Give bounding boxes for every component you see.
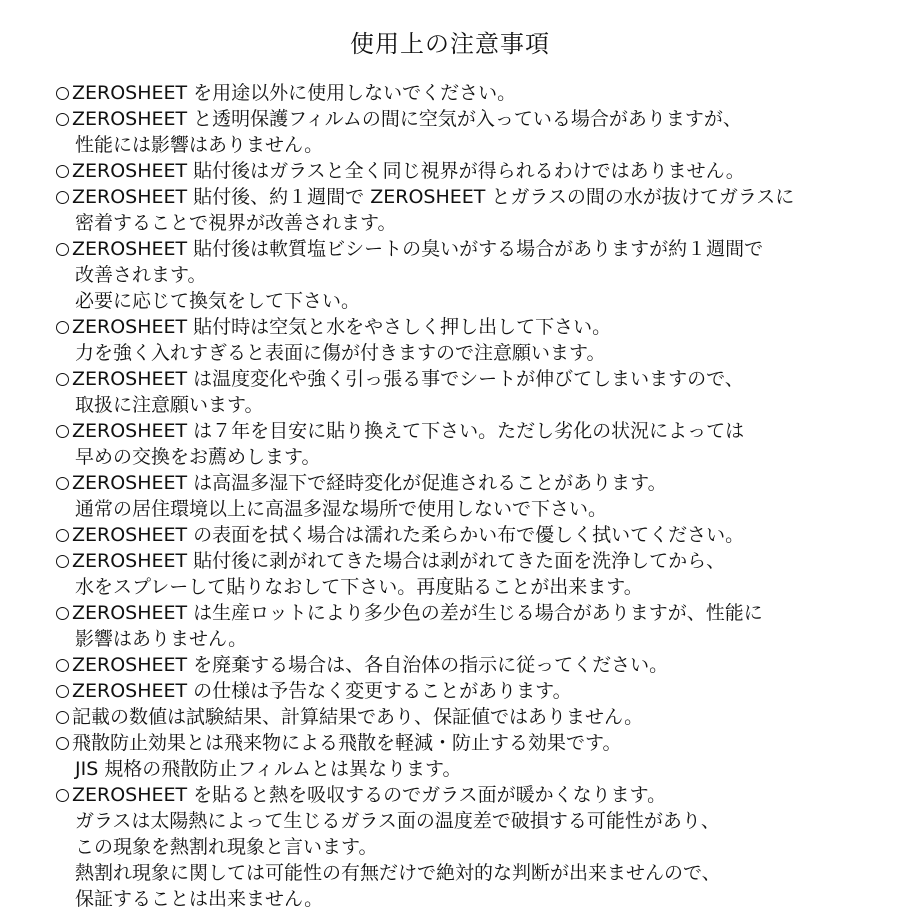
notice-continuation-line: 密着することで視界が改善されます。 xyxy=(75,212,397,234)
notice-item xyxy=(56,548,886,600)
notice-first-line xyxy=(56,548,886,574)
notice-item xyxy=(56,314,886,366)
circle-bullet-icon xyxy=(56,373,69,386)
notice-text: ZEROSHEET は温度変化や強く引っ張る事でシートが伸びてしまいますので、 xyxy=(72,368,744,390)
notice-continuation-line: 取扱に注意願います。 xyxy=(75,394,264,416)
notice-continuation-line: 水をスプレーして貼りなおして下さい。再度貼ることが出来ます。 xyxy=(75,576,643,598)
notice-text: 記載の数値は試験結果、計算結果であり、保証値ではありません。 xyxy=(72,706,644,728)
notice-first-line xyxy=(56,522,886,548)
notice-text: ZEROSHEET は生産ロットにより多少色の差が生じる場合がありますが、性能に xyxy=(72,602,763,624)
notice-first-line xyxy=(56,704,886,730)
notice-item xyxy=(56,158,886,184)
notice-item xyxy=(56,184,886,236)
notice-first-line xyxy=(56,236,886,262)
notice-text: ZEROSHEET を用途以外に使用しないでください。 xyxy=(72,82,517,104)
circle-bullet-icon xyxy=(56,243,69,256)
circle-bullet-icon xyxy=(56,477,69,490)
notice-continuation-line: 熱割れ現象に関しては可能性の有無だけで絶対的な判断が出来ませんので、 xyxy=(75,862,721,884)
notice-first-line xyxy=(56,418,886,444)
notice-item xyxy=(56,730,886,782)
notice-item xyxy=(56,80,886,106)
notice-text: ZEROSHEET 貼付後、約１週間で ZEROSHEET とガラスの間の水が抜けてガラスに xyxy=(72,186,795,208)
notice-first-line xyxy=(56,106,886,132)
notice-first-line xyxy=(56,80,886,106)
circle-bullet-icon xyxy=(56,659,69,672)
circle-bullet-icon xyxy=(56,607,69,620)
notice-first-line xyxy=(56,730,886,756)
notice-text: ZEROSHEET は高温多湿下で経時変化が促進されることがあります。 xyxy=(72,472,667,494)
notice-continuation-line: 早めの交換をお薦めします。 xyxy=(75,446,321,468)
notice-text: ZEROSHEET 貼付時は空気と水をやさしく押し出して下さい。 xyxy=(72,316,612,338)
notice-item xyxy=(56,106,886,158)
notice-text: ZEROSHEET を廃棄する場合は、各自治体の指示に従ってください。 xyxy=(72,654,669,676)
circle-bullet-icon xyxy=(56,321,69,334)
circle-bullet-icon xyxy=(56,165,69,178)
notice-continuation-line: 通常の居住環境以上に高温多湿な場所で使用しないで下さい。 xyxy=(75,498,608,520)
notice-text: ZEROSHEET の仕様は予告なく変更することがあります。 xyxy=(72,680,572,702)
notice-text: ZEROSHEET 貼付後はガラスと全く同じ視界が得られるわけではありません。 xyxy=(72,160,745,182)
notice-item xyxy=(56,678,886,704)
notice-text: 飛散防止効果とは飛来物による飛散を軽減・防止する効果です。 xyxy=(72,732,622,754)
circle-bullet-icon xyxy=(56,529,69,542)
circle-bullet-icon xyxy=(56,711,69,724)
circle-bullet-icon xyxy=(56,737,69,750)
notice-item xyxy=(56,652,886,678)
notice-continuation-line: 保証することは出来ません。 xyxy=(75,888,324,910)
notice-item xyxy=(56,704,886,730)
notice-first-line xyxy=(56,678,886,704)
notice-item xyxy=(56,522,886,548)
notice-first-line xyxy=(56,652,886,678)
notice-item xyxy=(56,600,886,652)
circle-bullet-icon xyxy=(56,425,69,438)
notice-text: ZEROSHEET は７年を目安に貼り換えて下さい。ただし劣化の状況によっては xyxy=(72,420,745,442)
notice-first-line xyxy=(56,314,886,340)
notice-text: ZEROSHEET 貼付後は軟質塩ビシートの臭いがする場合がありますが約１週間で xyxy=(72,238,764,260)
notice-continuation-line: 性能には影響はありません。 xyxy=(75,134,324,156)
circle-bullet-icon xyxy=(56,789,69,802)
notice-text: ZEROSHEET を貼ると熱を吸収するのでガラス面が暖かくなります。 xyxy=(72,784,667,806)
page-title: 使用上の注意事項 xyxy=(350,30,550,58)
notice-item xyxy=(56,782,886,912)
circle-bullet-icon xyxy=(56,555,69,568)
notice-first-line xyxy=(56,782,886,808)
circle-bullet-icon xyxy=(56,113,69,126)
notice-continuation-line: ガラスは太陽熱によって生じるガラス面の温度差で破損する可能性があり、 xyxy=(75,810,720,832)
notice-item xyxy=(56,470,886,522)
notice-first-line xyxy=(56,366,886,392)
notice-item xyxy=(56,418,886,470)
notice-text: ZEROSHEET の表面を拭く場合は濡れた柔らかい布で優しく拭いてください。 xyxy=(72,524,745,546)
notice-list xyxy=(56,80,886,912)
notice-item xyxy=(56,366,886,418)
circle-bullet-icon xyxy=(56,685,69,698)
notice-first-line xyxy=(56,600,886,626)
notice-item xyxy=(56,236,886,314)
notice-text: ZEROSHEET 貼付後に剥がれてきた場合は剥がれてきた面を洗浄してから、 xyxy=(72,550,726,572)
notice-continuation-line: 力を強く入れすぎると表面に傷が付きますので注意願います。 xyxy=(75,342,606,364)
circle-bullet-icon xyxy=(56,87,69,100)
notice-continuation-line: この現象を熱割れ現象と言います。 xyxy=(75,836,378,858)
notice-continuation-line: 改善されます。 xyxy=(75,264,207,286)
notice-continuation-line: 影響はありません。 xyxy=(75,628,248,650)
notice-first-line xyxy=(56,184,886,210)
notice-continuation-line: JIS 規格の飛散防止フィルムとは異なります。 xyxy=(75,758,462,780)
notice-first-line xyxy=(56,158,886,184)
notice-text: ZEROSHEET と透明保護フィルムの間に空気が入っている場合がありますが、 xyxy=(72,108,742,130)
notice-first-line xyxy=(56,470,886,496)
notice-continuation-line: 必要に応じて換気をして下さい。 xyxy=(75,290,361,312)
circle-bullet-icon xyxy=(56,191,69,204)
